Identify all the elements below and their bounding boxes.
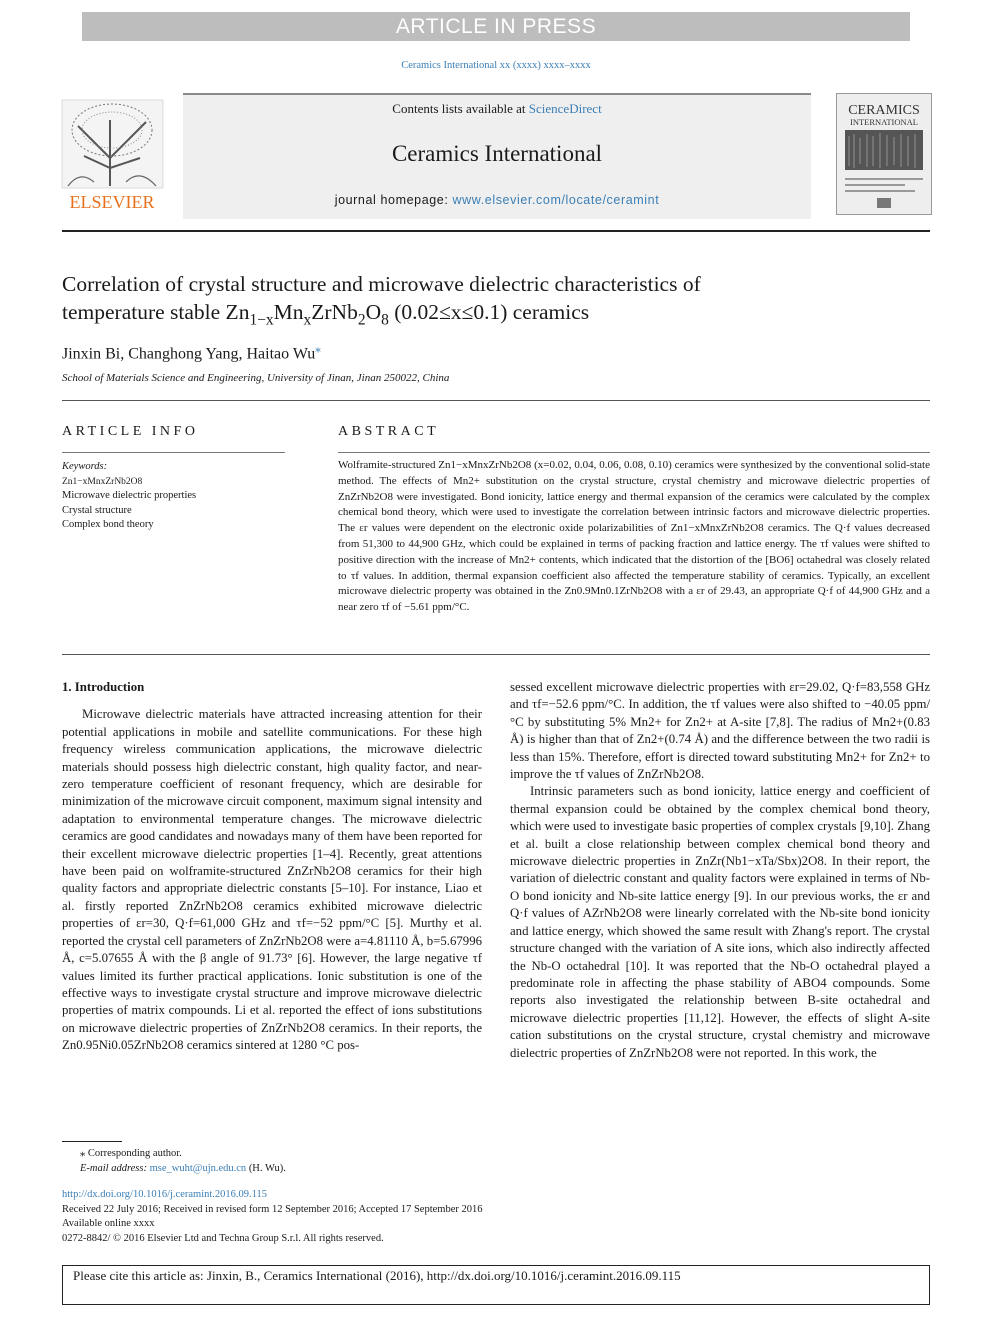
email-note	[62, 1161, 286, 1176]
intro-paragraph: Microwave dielectric materials have attracted increasing attention for their potential applications in mobile and satellite communications. For these high frequency wireless communication applications, the microwave dielectric materials should possess high dielectric constant, high quality factor, and near-zero temperature coefficient of resonant frequency, which are desirable for minimization of the microwave circuit component, maximum signal intensity and adaptation to environmental temperature changes. The microwave dielectric ceramics are good candidates and nowadays many of them have been reported for their excellent microwave dielectric properties [1–4]. Recently, great attentions have been paid on wolframite-structured ZnZrNb2O8 ceramics for their high quality factors and appropriate dielectric constants [5–10]. For instance, Liao et al. firstly reported ZnZrNb2O8 ceramics exhibited microwave dielectric properties of εr=30, Q·f=61,000 GHz and τf=−52 ppm/°C [5]. Murthy et al. reported the crystal cell parameters of ZnZrNb2O8 were a=4.81110 Å, b=5.67996 Å, c=5.07655 Å with the β angle of 91.73° [6]. However, the large negative τf values limited its further practical applications. Ionic substitution is one of the effective ways to investigate crystal structure and improve microwave dielectric properties of matrix compounds. Li et al. reported the effect of ions substitutions on microwave dielectric properties of ZnZrNb2O8 ceramics. In their reports, the Zn0.95Ni0.05ZrNb2O8 ceramics sintered at 1280 °C pos-	[62, 707, 482, 1053]
publication-info	[62, 1188, 482, 1246]
email-suffix: (H. Wu).	[246, 1163, 286, 1174]
abstract-rule	[338, 452, 930, 453]
cover-image-icon	[837, 94, 931, 214]
abstract-heading: ABSTRACT	[338, 424, 440, 439]
copyright: 0272-8842/ © 2016 Elsevier Ltd and Techna Group S.r.l. All rights reserved.	[62, 1232, 384, 1244]
authors	[62, 342, 321, 363]
body-column-right	[510, 679, 930, 1062]
email-link[interactable]: mse_wuht@ujn.edu.cn	[149, 1163, 247, 1174]
received-dates: Received 22 July 2016; Received in revised form 12 September 2016; Accepted 17 September 2016	[62, 1203, 483, 1215]
keyword-item: Crystal structure	[62, 504, 132, 516]
citation-prefix: Please cite this article as: Jinxin, B., Ceramics International (2016),	[73, 1268, 427, 1283]
homepage-link[interactable]: www.elsevier.com/locate/ceramint	[452, 193, 660, 207]
keyword-item: Complex bond theory	[62, 519, 154, 530]
elsevier-tree-icon	[60, 98, 165, 213]
journal-title: Ceramics International	[391, 141, 603, 166]
corresponding-author-mark[interactable]: ⁎	[315, 343, 321, 355]
article-info-heading: ARTICLE INFO	[62, 424, 199, 439]
journal-cover-thumbnail[interactable]	[836, 93, 932, 215]
email-label: E-mail address:	[80, 1163, 150, 1174]
abstract-end-rule	[62, 654, 930, 655]
affiliation: School of Materials Science and Engineering, University of Jinan, Jinan 250022, China	[62, 372, 450, 384]
available-online: Available online xxxx	[62, 1218, 155, 1229]
article-title	[62, 270, 922, 334]
elsevier-logo[interactable]	[60, 98, 165, 213]
corresponding-author-note: ⁎ Corresponding author.	[80, 1148, 182, 1159]
author-list: Jinxin Bi, Changhong Yang, Haitao Wu	[62, 345, 316, 363]
title-line-2: temperature stable $Zn_{1-x}Mn_xZrNb_2O_8$ (0.02≤x≤0.1) ceramics	[62, 300, 590, 329]
homepage-line	[183, 193, 811, 207]
abstract-text: Wolframite-structured Zn1−xMnxZrNb2O8 (x=0.02, 0.04, 0.06, 0.08, 0.10) ceramics were synthesized by the conventional solid-state method. The effects of Mn2+ substitution on the crystal structure, crystal chemistry and microwave dielectric properties of ZnZrNb2O8 were investigated. Bond ionicity, lattice energy and thermal expansion of the ceramics were calculated by the complex chemical bond theory, which were used to investigate the correlation between intrinsic factors and microwave dielectric properties. The εr values were dependent on the electronic oxide polarizabilities of Zn1−xMnxZrNb2O8 ceramics. The Q·f values decreased from 51,300 to 44,900 GHz, which could be explained in terms of packing fraction and lattice energy. The τf values were shifted to positive direction with the increase of Mn2+ contents, which indicated that the distortion of the [BO6] octahedral was closely related to τf values. In addition, thermal expansion coefficient also affected the temperature stability of ceramics. Typically, an excellent microwave dielectric property was obtained in the Zn0.9Mn0.1ZrNb2O8 with a εr of 29.43, an appropriate Q·f of 44,900 GHz and a near zero τf of −5.61 ppm/°C.	[338, 459, 930, 614]
sciencedirect-link[interactable]: ScienceDirect	[528, 101, 602, 116]
citation-doi[interactable]: http://dx.doi.org/10.1016/j.ceramint.2016.09.115	[426, 1268, 681, 1283]
cover-title-line-1: CERAMICS	[848, 103, 920, 118]
article-info-rule	[62, 452, 285, 453]
introduction-heading: 1. Introduction	[62, 680, 145, 694]
elsevier-wordmark: ELSEVIER	[69, 192, 155, 212]
citation-text	[73, 1268, 681, 1284]
keywords-label: Keywords:	[62, 461, 108, 472]
body-column-left	[62, 679, 482, 1055]
article-in-press-banner: ARTICLE IN PRESS	[82, 12, 910, 41]
doi-link[interactable]: http://dx.doi.org/10.1016/j.ceramint.2016.09.115	[62, 1189, 268, 1200]
journal-reference[interactable]: Ceramics International xx (xxxx) xxxx–xxxx	[401, 60, 591, 71]
title-line-1: Correlation of crystal structure and microwave dielectric characteristics of	[62, 272, 701, 296]
keyword-item: Microwave dielectric properties	[62, 490, 197, 501]
footnote-rule	[62, 1141, 122, 1142]
keyword-item: Zn1−xMnxZrNb2O8	[62, 476, 143, 487]
contents-prefix: Contents lists available at	[392, 101, 529, 116]
header-rule	[62, 230, 930, 232]
title-rule	[62, 400, 930, 401]
keywords-block	[62, 460, 282, 533]
cover-title-line-2: INTERNATIONAL	[850, 117, 918, 127]
footnotes	[62, 1146, 286, 1176]
homepage-prefix: journal homepage:	[334, 193, 453, 207]
intro-paragraph: Intrinsic parameters such as bond ionicity, lattice energy and coefficient of thermal expansion could be obtained by the complex chemical bond theory, which were used to investigate basic properties of complex crystals [9,10]. Zhang et al. built a close relationship between complex chemical bond theory and microwave dielectric properties in ZnZr(Nb1−xTa/Sbx)2O8. In their report, the variation of dielectric constant and quality factors were explained in terms of Nb-O bond ionicity and Nb-site lattice energy [9]. In our previous works, the εr and Q·f values of AZrNb2O8 were linearly correlated with the Nb-site bond ionicity and lattice energy, which showed the same result with Zhang's report. The crystal structure changed with the variation of A site ions, which also indirectly affected the Nb-O octahedral [10]. It was reported that the Nb-O octahedral played a predominate role in affecting the phase stability of ABO4 compounds. Some reports also investigated the relationship between B-site octahedral and microwave dielectric properties [11,12]. However, the effects of slight A-site cation substitutions on the crystal structure, crystal chemistry and microwave dielectric properties of ZnZrNb2O8 were not reported. In this work, the	[510, 784, 930, 1060]
intro-paragraph: sessed excellent microwave dielectric properties with εr=29.02, Q·f=83,558 GHz and τf=−52.6 ppm/°C. In addition, the τf values were also shifted to −40.05 ppm/°C by substituting 5% Mn2+ for Zn2+ at A-site [7,8]. The radius of Mn2+(0.83 Å) is higher than that of Zn2+(0.74 Å) and the difference between the two radii is less than 15%. Therefore, effort is directed toward substituting Mn2+ for Zn2+ to improve the τf values of ZnZrNb2O8.	[510, 680, 930, 782]
contents-line	[183, 101, 811, 117]
